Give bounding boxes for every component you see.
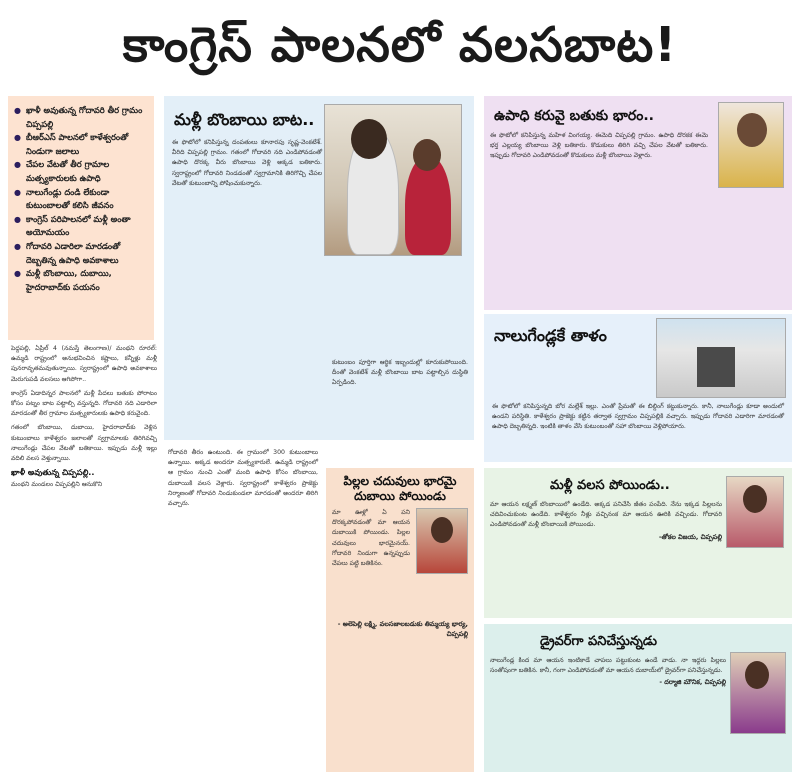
article-paragraph: పెద్దపల్లి, ఏప్రిల్ 4 (నమస్తే తెలంగాణ)/ మంథని రూరల్: ఉమ్మడి రాష్ట్రంలో అనుభవించిన కష్టాలు, కన్నీళ్లు మళ్లీ పునరావృతమవుతున్నాయి. స్వరాష్ట్రంలో ఉపాధి అవకాశాలు మెరుగుపడి వలసలు ఆగిపోగా.. bbox=[11, 345, 157, 383]
highlight-item: ● కాంగ్రెస్ పరిపాలనలో మళ్లీ అంతా అయోమయం bbox=[14, 213, 148, 240]
quote-signature: - దర్మాజి మౌనిక, చిప్పపల్లి bbox=[659, 678, 726, 687]
driver-panel bbox=[484, 624, 792, 772]
panel-title: మళ్లీ వలస పోయిండు.. bbox=[550, 478, 670, 493]
highlights-list bbox=[14, 104, 148, 294]
panel-title: పిల్లల చదువులు భారమై దుబాయి పోయిండు bbox=[343, 474, 457, 503]
panel-text: ఈ ఫొటోలో కనిపిస్తున్న మహిళ వింగయ్య. ఈమెది చిప్పపల్లి గ్రామం. ఉపాధి దొరకక ఈమె భర్త ఎల్లయ్య బొంబాయి వెళ్లి బతికారు. కొడుకులు తిరిగి వచ్చి చేపల వేటతో బతికారు. ఇప్పుడు గోదావరి ఎండిపోవడంతో కొడుకులు మళ్లీ బొంబాయి వెళ్లారు. bbox=[490, 132, 708, 160]
quote-signature: -తోకల విజయ, చిప్పపల్లి bbox=[658, 532, 722, 541]
panel-title: ఉపాధి కరువై బతుకు భారం.. bbox=[494, 108, 654, 124]
mother-child-photo bbox=[730, 652, 786, 734]
main-article bbox=[8, 344, 160, 772]
woman-head bbox=[743, 485, 767, 513]
highlight-item: ● చేపల వేటతో తీర గ్రామాల మత్స్యకారులకు ఉపాధి bbox=[14, 158, 148, 185]
panel-title: డ్రైవర్‌గా పనిచేస్తున్నడు bbox=[540, 634, 657, 649]
article-subheading: ఖాళీ అవుతున్న చిప్పపల్లి.. bbox=[11, 468, 95, 478]
panel-text: నాలుగేండ్ల కింద మా ఆయన ఇంటికాడే చాపలు పట్టుకుంట ఉండే వాడు. నా ఇద్దరు పిల్లలు సంతోషంగా బతికిన. కానీ, గంగా ఎండిపోవడంతో మా ఆయన దుబాయ్‌లో డ్రైవర్‌గా పనిచేస్తున్నడు. bbox=[490, 657, 726, 675]
woman-photo bbox=[416, 508, 468, 574]
highlight-item: ● ఖాళీ అవుతున్న గోదావరి తీర గ్రామం చిప్పపల్లి bbox=[14, 104, 148, 131]
article-paragraph: కాంగ్రెస్ ఏడాదిన్నర పాలనలో మళ్లీ పేదలు బతుకు పోరాటం కోసం పట్నం బాట పట్టాల్సి వస్తున్నది. గోదావరి నది ఎడారిలా మారడంతో తీర గ్రామాల మత్స్యకారులకు ఉపాధి కరువైంది. bbox=[11, 389, 157, 418]
woman-head bbox=[737, 113, 767, 147]
migration-panel bbox=[484, 468, 792, 618]
article-paragraph: మంథని మండలం చిప్పపల్లిని ఆనుకొని bbox=[11, 481, 103, 489]
woman-head bbox=[413, 139, 441, 171]
house-gate bbox=[697, 347, 735, 387]
elderly-woman-photo bbox=[718, 102, 784, 188]
man-head bbox=[351, 119, 387, 159]
panel-text: మా ఊళ్లో ఏ పని దొరక్కపోవడంతో మా ఆయన దుబాయికి పోయిండు. పిల్లల చదువులు భారమైనయ్. గోదావరి నిండుగా ఉన్నప్పుడు చేపలు పట్టి బతికినం. bbox=[332, 509, 410, 568]
panel-text: ఈ ఫొటోలో కనిపిస్తున్నది బోర మల్లేశ్ ఇల్లు. ఎంతో ప్రేమతో ఈ బిల్డింగ్ కట్టుకున్నారు. కానీ, నాలుగేండ్లు కూడా అందులో ఉండని పరిస్థితి. కాళేశ్వరం ప్రాజెక్టు కట్టిన తర్వాత స్వగ్రామం చిప్పపల్లికి వచ్చారు. ఇప్పుడు గోదావరి ఎడారిగా మారడంతో ఉపాధి దెబ్బతిన్నది. ఇంటికి తాళం వేసి కుటుంబంతో సహా బొంబాయి వెళ్లిపోయారు. bbox=[492, 403, 784, 431]
article-paragraph: గతంలో బొంబాయి, దుబాయి, హైదరాబాద్‌కు వెళ్లిన కుటుంబాలు కాళేశ్వరం జలాలతో స్వగ్రామాలకు తిరిగివచ్చి నాలుగేండ్లు చేపల వేటతో బతికాయి. ఇప్పుడు మళ్లీ ఇల్లు వదిలి వలస వెళ్తున్నాయి. bbox=[11, 424, 157, 463]
locked-house-panel bbox=[484, 314, 792, 462]
panel-title: మళ్లీ బొంబాయి బాట.. bbox=[174, 110, 315, 129]
photo-row bbox=[332, 508, 468, 618]
quote-signature: - అలెపెల్లి లక్ష్మి, వలసజాలబడుకు తిమ్మయ్య భార్య, చిప్పపల్లి bbox=[337, 620, 468, 638]
couple-photo bbox=[324, 104, 462, 256]
woman-photo bbox=[726, 476, 784, 548]
panel-text: ఈ ఫొటోలో కనిపిస్తున్న దంపతులు కూనారపు సృష్ణ-వెంకటేశ్. వీరిది చిప్పపల్లి గ్రామం. గతంలో గోదావరి నది ఎండిపోవడంతో ఉపాధి దొరక్క వీరు బొంబాయి వెళ్లి అక్కడ బతికారు. స్వరాష్ట్రంలో గోదావరి నిండడంతో స్వగ్రామానికి తిరిగొచ్చి చేపల వేటతో కుటుంబాన్ని పోషించుకున్నారు. bbox=[172, 139, 322, 187]
livelihood-panel bbox=[484, 96, 792, 310]
page-headline: కాంగ్రెస్ పాలనలో వలసబాట! bbox=[122, 17, 678, 73]
panel-text: మా ఆయన లక్ష్మణ్ బొంబాయిలో ఉండేది. అక్కడ పనిచేసి జీతం పంపేది. నేను ఇక్కడ పిల్లలను చదివించుకుంట ఉండేది. కాళేశ్వరం నీళ్లు వచ్చినంక మా ఆయన ఊరికి వచ్చిండు. గోదావరి ఎండిపోవడంతో మళ్లీ బొంబాయికి పోయిండు. bbox=[490, 501, 722, 529]
highlight-item: ● గోదావరి ఎడారిలా మారడంతో దెబ్బతిన్న ఉపాధి అవకాశాలు bbox=[14, 240, 148, 267]
panel-text: కుటుంబం పూర్తిగా ఆర్థిక ఇబ్బందుల్లో కూరుకుపోయింది. దీంతో వెంకటేశ్ మళ్లీ బొంబాయి బాట పట్టాల్సిన దుస్థితి ఏర్పడింది. bbox=[332, 359, 468, 387]
house-photo bbox=[656, 318, 786, 398]
bombay-panel bbox=[164, 96, 474, 440]
highlight-item: ● బీఆర్ఎస్ పాలనలో కాళేశ్వరంతో నిండుగా జలాలు bbox=[14, 131, 148, 158]
woman-head bbox=[745, 661, 769, 689]
woman-head bbox=[431, 517, 453, 543]
panel-title: నాలుగేండ్లకే తాళం bbox=[494, 326, 607, 345]
highlight-item: ● నాలుగేండ్లు దండి లేకుండా కుటుంబాలతో కలిసి జీవనం bbox=[14, 186, 148, 213]
highlight-item: ● మళ్లీ బొంబాయి, దుబాయి, హైదరాబాద్‌కు పయనం bbox=[14, 267, 148, 294]
children-panel bbox=[326, 468, 474, 772]
article-continuation: గోదావరి తీరం ఉంటుంది. ఈ గ్రామంలో 300 కుటుంబాలు ఉన్నాయి. అక్కడ అందరూ మత్స్యకారులే. ఉమ్మడి రాష్ట్రంలో ఆ గ్రామం నుంచి ఎంతో మంది ఉపాధి కోసం బొంబాయి, దుబాయికి వలస వెళ్లారు. స్వరాష్ట్రంలో కాళేశ్వరం ప్రాజెక్టు నిర్మాణంతో గోదావరి నిండుకుండలా మారడంతో అందరూ తిరిగి వచ్చారు. bbox=[168, 449, 318, 508]
highlights-box bbox=[8, 96, 154, 340]
